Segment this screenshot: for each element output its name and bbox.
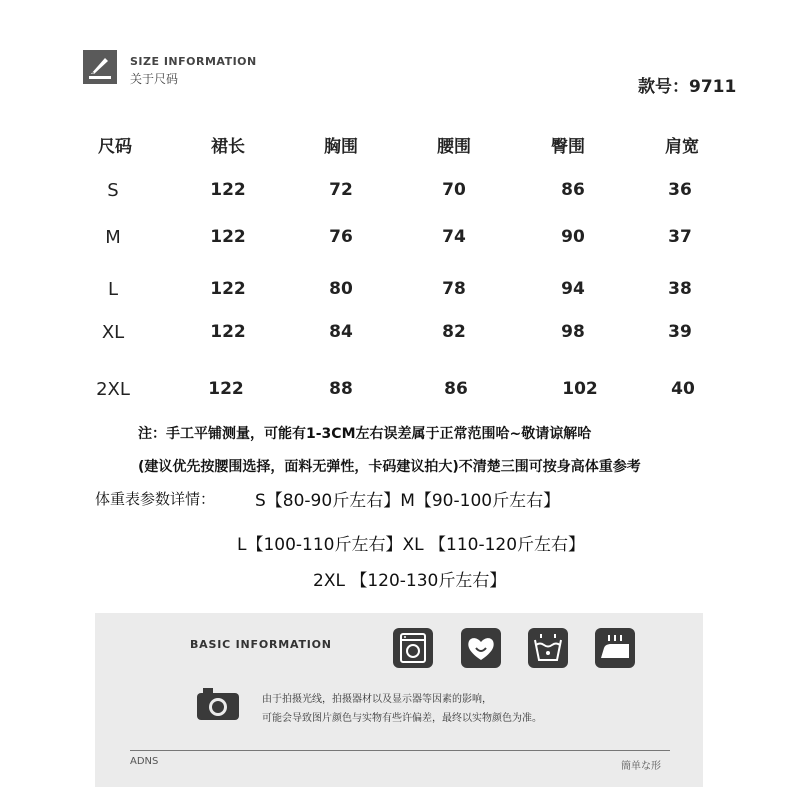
- table-cell: 122: [210, 227, 246, 247]
- camera-icon: [195, 686, 241, 722]
- size-advice-note: (建议优先按腰围选择，面料无弹性，卡码建议拍大)不清楚三围可按身高体重参考: [138, 459, 641, 475]
- size-cell: XL: [101, 322, 125, 343]
- table-cell: 86: [444, 379, 468, 399]
- weight-reference-label: 体重表参数详情：: [95, 490, 216, 508]
- table-cell: 38: [668, 279, 692, 299]
- brand-left-text: ADNS: [130, 756, 159, 767]
- table-cell: 80: [329, 279, 353, 299]
- weight-line: 2XL 【120-130斤左右】: [313, 571, 507, 591]
- table-cell: 122: [208, 379, 244, 399]
- table-cell: 94: [561, 279, 585, 299]
- table-header: 肩宽: [665, 137, 699, 157]
- table-header: 胸围: [324, 137, 358, 157]
- table-cell: 122: [210, 279, 246, 299]
- table-cell: 86: [561, 180, 585, 200]
- table-cell: 72: [329, 180, 353, 200]
- size-logo-icon: [83, 50, 117, 84]
- measurement-note: 注：手工平铺测量，可能有1-3CM左右误差属于正常范围哈~敬请谅解哈: [138, 426, 592, 442]
- table-cell: 102: [562, 379, 598, 399]
- weight-line: L【100-110斤左右】XL 【110-120斤左右】: [237, 535, 586, 555]
- table-cell: 122: [210, 180, 246, 200]
- table-cell: 82: [442, 322, 466, 342]
- table-cell: 74: [442, 227, 466, 247]
- brand-right-text: 簡单な形: [621, 761, 661, 772]
- table-cell: 37: [668, 227, 692, 247]
- divider: [130, 750, 670, 751]
- table-header: 腰围: [437, 137, 471, 157]
- photo-disclaimer-line: 可能会导致图片颜色与实物有些许偏差，最终以实物颜色为准。: [262, 713, 542, 724]
- size-cell: L: [107, 279, 119, 300]
- size-info-title-cn: 关于尺码: [130, 72, 179, 86]
- table-cell: 98: [561, 322, 585, 342]
- table-cell: 90: [561, 227, 585, 247]
- size-info-title-en: SIZE INFORMATION: [130, 55, 257, 68]
- table-header: 臀围: [551, 137, 585, 157]
- weight-line: S【80-90斤左右】M【90-100斤左右】: [255, 491, 561, 511]
- photo-disclaimer-line: 由于拍摄光线，拍摄器材以及显示器等因素的影响，: [262, 694, 492, 705]
- table-cell: 70: [442, 180, 466, 200]
- table-cell: 122: [210, 322, 246, 342]
- style-number: 款号：9711: [638, 77, 737, 97]
- basic-info-title: BASIC INFORMATION: [190, 638, 332, 651]
- table-cell: 39: [668, 322, 692, 342]
- washing-machine-icon: [393, 628, 433, 668]
- iron-icon: [595, 628, 635, 668]
- table-cell: 84: [329, 322, 353, 342]
- table-header: 尺码: [98, 137, 132, 157]
- hand-wash-icon: [461, 628, 501, 668]
- table-cell: 76: [329, 227, 353, 247]
- table-header: 裙长: [211, 137, 245, 157]
- size-cell: S: [107, 180, 119, 201]
- size-cell: M: [105, 227, 121, 248]
- table-cell: 36: [668, 180, 692, 200]
- water-temperature-icon: [528, 628, 568, 668]
- table-cell: 78: [442, 279, 466, 299]
- table-cell: 40: [671, 379, 695, 399]
- size-cell: 2XL: [96, 379, 130, 400]
- table-cell: 88: [329, 379, 353, 399]
